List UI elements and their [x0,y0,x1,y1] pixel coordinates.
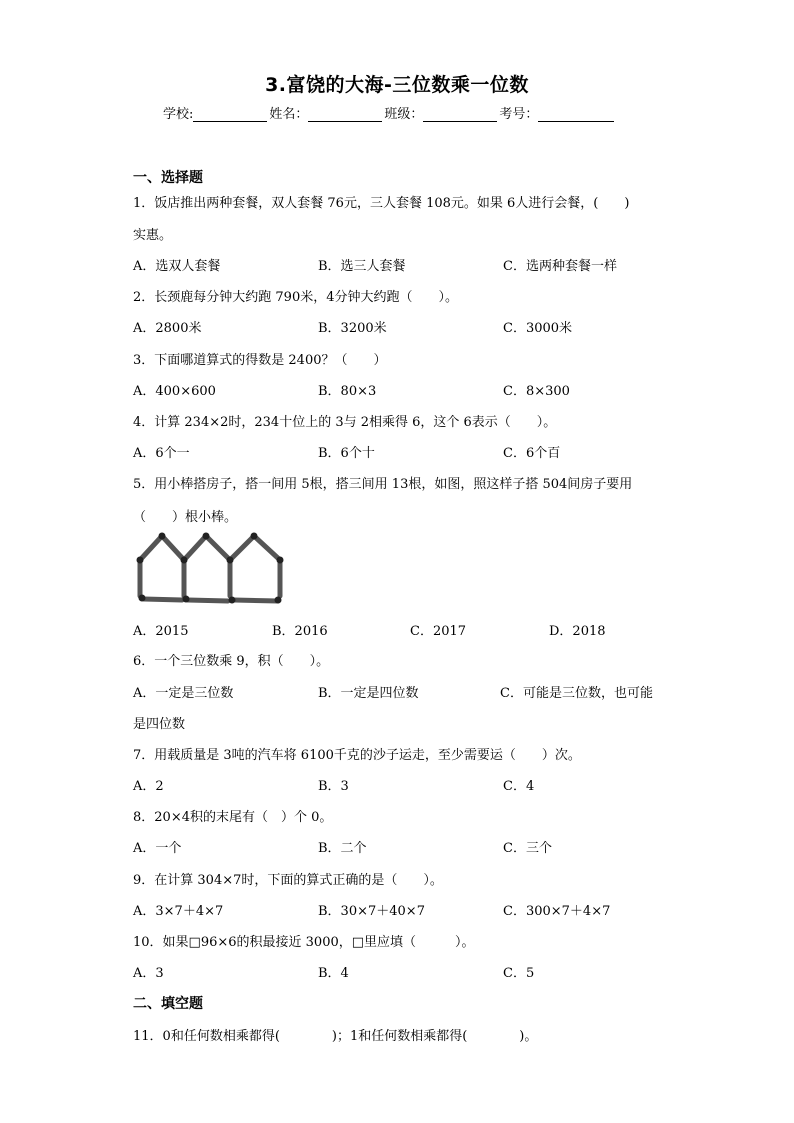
page-title: 3.富饶的大海-三位数乘一位数 [265,74,529,96]
q2-option-a: A．2800米 [133,321,202,336]
q10-option-b: B．4 [318,966,349,981]
q7-option-c: C．4 [503,779,535,794]
q9-option-b: B．30×7＋40×7 [318,904,425,919]
q4-option-c: C．6个百 [503,446,561,461]
question-5-cont: （ ）根小棒。 [133,510,238,525]
q1-option-a: A．选双人套餐 [133,259,221,274]
q6-option-a: A．一定是三位数 [133,686,234,701]
class-label: 班级： [384,107,424,122]
section-choice: 一、选择题 [133,170,203,186]
q8-option-b: B．二个 [318,841,367,856]
q8-option-c: C．三个 [503,841,552,856]
name-label: 姓名： [269,107,309,122]
matchsticks [140,536,280,601]
exam-label: 考号： [499,107,539,122]
q9-option-c: C．300×7＋4×7 [503,904,611,919]
question-3: 3．下面哪道算式的得数是 2400？（ ） [133,353,387,368]
q5-option-a: A．2015 [133,624,189,639]
school-blank [193,107,267,122]
question-10: 10．如果□96×6的积最接近 3000，□里应填（ ）。 [133,935,475,950]
question-7: 7．用载质量是 3吨的汽车将 6100千克的沙子运走，至少需要运（ ）次。 [133,748,581,763]
q10-option-c: C．5 [503,966,535,981]
section-fill: 二、填空题 [133,996,203,1012]
q5-option-c: C．2017 [410,624,467,639]
q5-option-b: B．2016 [272,624,328,639]
exam-blank [538,107,614,122]
q4-option-b: B．6个十 [318,446,375,461]
q1-option-c: C．选两种套餐一样 [503,259,617,274]
q9-option-a: A．3×7＋4×7 [133,904,224,919]
q6-option-c-cont: 是四位数 [133,717,186,732]
q2-option-c: C．3000米 [503,321,573,336]
question-11: 11．0和任何数相乘都得( )；1和任何数相乘都得( )。 [133,1029,538,1044]
q7-option-a: A．2 [133,779,164,794]
q5-option-d: D．2018 [549,624,606,639]
question-8: 8．20×4积的末尾有（ ）个 0。 [133,810,333,825]
q4-option-a: A．6个一 [133,446,190,461]
q1-option-b: B．选三人套餐 [318,259,406,274]
student-info-row [163,103,683,122]
q6-option-b: B．一定是四位数 [318,686,419,701]
question-4: 4．计算 234×2时，234十位上的 3与 2相乘得 6，这个 6表示（ ）。 [133,415,557,430]
school-label: 学校: [163,107,194,122]
matchstick-houses-figure [132,530,297,608]
q3-option-a: A．400×600 [133,384,216,399]
q6-option-c: C．可能是三位数，也可能 [500,686,653,701]
q10-option-a: A．3 [133,966,164,981]
question-1: 1．饭店推出两种套餐，双人套餐 76元，三人套餐 108元。如果 6人进行会餐，( ) [133,196,630,211]
name-blank [308,107,382,122]
q2-option-b: B．3200米 [318,321,387,336]
question-5: 5．用小棒搭房子，搭一间用 5根，搭三间用 13根，如图，照这样子搭 504间房子要用 [133,477,633,492]
question-1-cont: 实惠。 [133,228,173,243]
q3-option-c: C．8×300 [503,384,570,399]
question-2: 2．长颈鹿每分钟大约跑 790米，4分钟大约跑（ ）。 [133,290,458,305]
class-blank [423,107,497,122]
q7-option-b: B．3 [318,779,349,794]
question-9: 9．在计算 304×7时，下面的算式正确的是（ ）。 [133,873,443,888]
q8-option-a: A．一个 [133,841,182,856]
q3-option-b: B．80×3 [318,384,377,399]
question-6: 6．一个三位数乘 9，积（ ）。 [133,654,330,669]
